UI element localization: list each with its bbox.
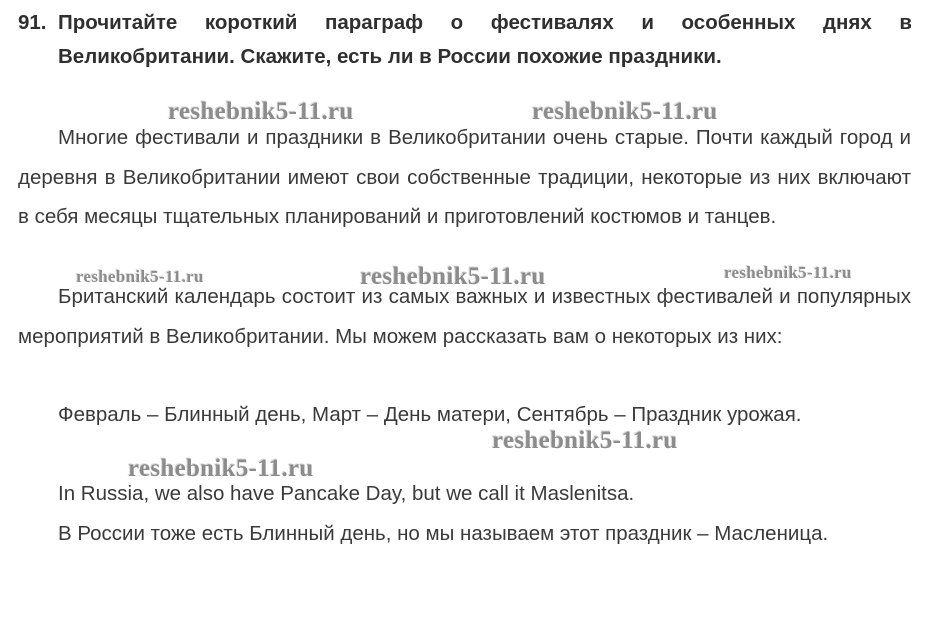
- watermark: reshebnik5-11.ru: [360, 263, 546, 290]
- task-instruction: Прочитайте короткий параграф о фестивалях и особенных днях в Великобритании. Скажите, есть ли в России похожие праздники.: [58, 11, 912, 68]
- task-heading: [18, 6, 912, 74]
- paragraph-holiday-list: Февраль – Блинный день, Март – День матери, Сентябрь – Праздник урожая.: [58, 403, 802, 426]
- task-number: 91.: [18, 11, 47, 34]
- watermark: reshebnik5-11.ru: [128, 455, 314, 482]
- watermark: reshebnik5-11.ru: [168, 98, 354, 125]
- watermark: reshebnik5-11.ru: [724, 263, 852, 282]
- watermark: reshebnik5-11.ru: [76, 267, 204, 286]
- paragraph-english-answer: In Russia, we also have Pancake Day, but we call it Maslenitsa.: [58, 482, 635, 505]
- watermark: reshebnik5-11.ru: [532, 98, 718, 125]
- paragraph-russian-answer: В России тоже есть Блинный день, но мы называем этот праздник – Масленица.: [58, 522, 829, 545]
- watermark: reshebnik5-11.ru: [492, 427, 678, 454]
- paragraph-festivals-old: Многие фестивали и праздники в Великобритании очень старые. Почти каждый город и деревня в Великобритании имеют свои собственные традиции, некоторые из них включают в себя месяцы тщательных планирований и приготовлений костюмов и танцев.: [18, 126, 911, 228]
- paragraph-british-calendar: Британский календарь состоит из самых важных и известных фестивалей и популярных мероприятий в Великобритании. Мы можем рассказать вам о некоторых из них:: [18, 285, 911, 348]
